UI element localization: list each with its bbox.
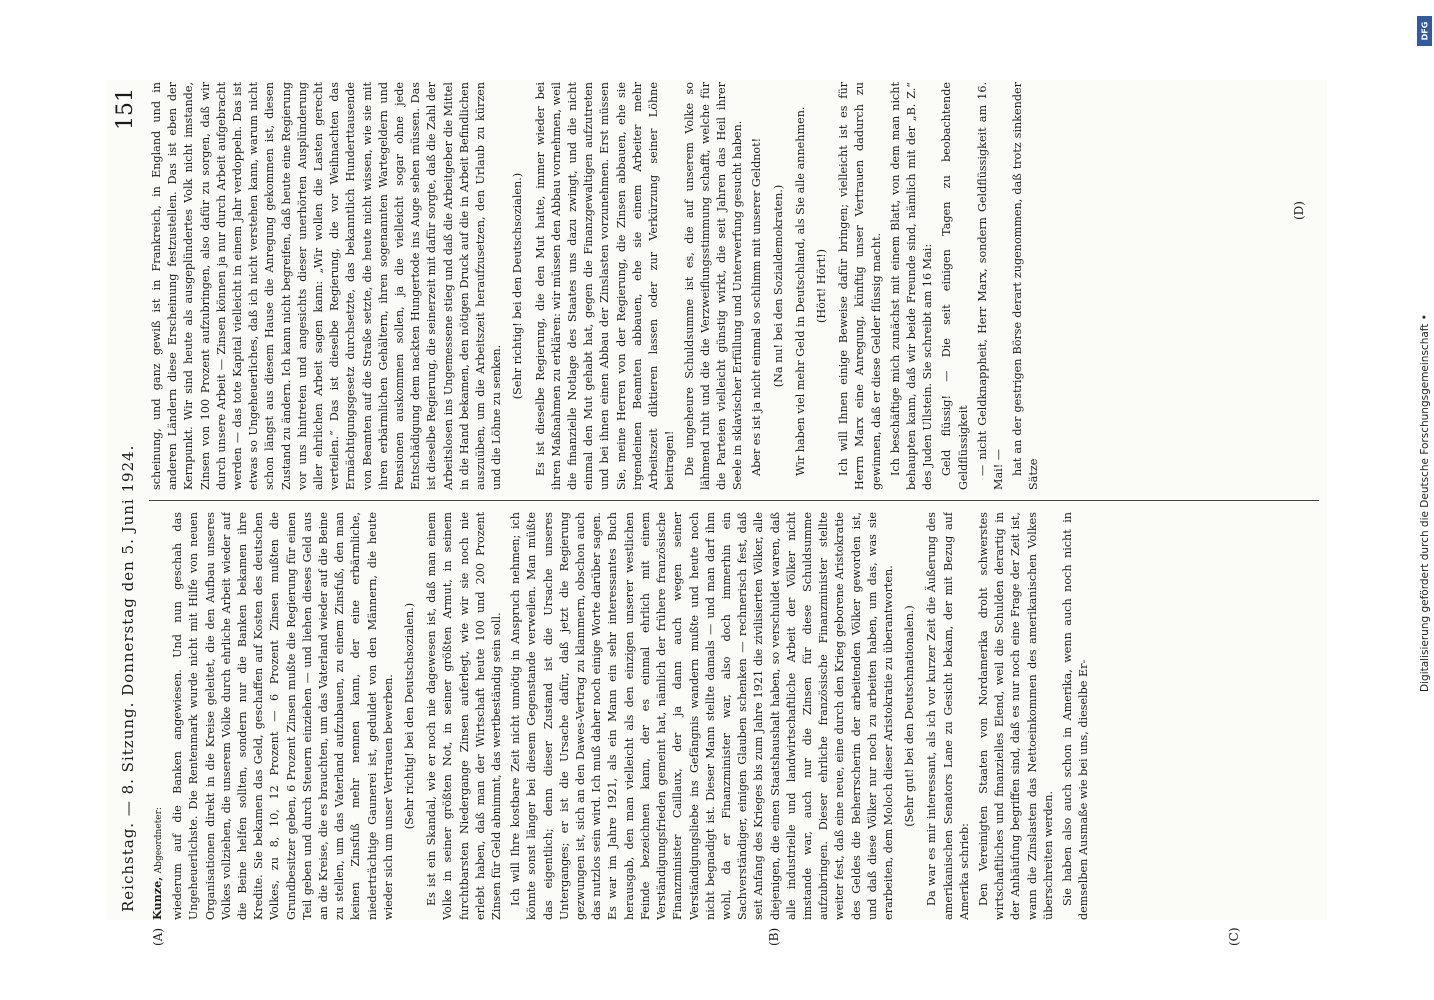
paragraph: Ich will Ihnen einige Beweise dafür bringen; vielleicht ist es für Herrn Marx eine Anregung, künftig unser Vertrauen dadurch zu gewinnen, daß er diese Gelder flüssig macht. bbox=[837, 82, 883, 490]
running-title: Reichstag. — 8. Sitzung. Donnerstag den 5. Juni 1924. bbox=[119, 444, 137, 912]
right-column bbox=[149, 82, 1319, 490]
page-number: 151 bbox=[113, 88, 138, 130]
paragraph: — nicht Geldknappheit, Herr Marx, sondern Geldflüssigkeit am 16. Mai! — bbox=[975, 82, 1005, 490]
quotation: Den Vereinigten Staaten von Nordamerika droht schwerstes wirtschaftliches und finanzielles Elend, weil die Schulden derartig in der Anhäufung begriffen sind, daß es nur noch eine Frage der Zeit ist, wann die Zinslasten das Nettoeinkommen des amerikanischen Volkes überschreiten werden. bbox=[976, 512, 1055, 920]
paragraph: scheinung, und ganz gewiß ist in Frankreich, in England und in anderen Ländern diese Erscheinung festzustellen. Das ist eben der Kernpunkt. Wir sind heute als ausgeplündertes Volk nicht imstande, Zinsen von 100 Prozent aufzubringen, also dafür zu sorgen, daß wir durch unsere Arbeit — Zinsen können ja nur durch Arbeit aufgebracht werden — das tote Kapital vielleicht in einem Jahr verdoppeln. Das ist etwas so Ungeheuerliches, daß ich nicht verstehen kann, warum nicht schon längst aus diesem Hause die Anregung gekommen ist, diesen Zustand zu ändern. Ich kann nicht begreifen, daß heute eine Regierung vor uns hintreten und angesichts dieser unerhörten Ausplünderung aller ehrlichen Arbeit sagen kann: „Wir wollen die Lasten gerecht verteilen.“ Das ist dieselbe Regierung, die vor Weihnachten das Ermächtigungsgesetz durchsetzte, das bekanntlich Hunderttausende von Beamten auf die Straße setzte, die heute nicht wissen, wie sie mit ihren erbärmlichen Gehältern, ihren sogenannten Wartegeldern und Pensionen auskommen sollen, ja die vielleicht sogar ohne jede Entschädigung dem nackten Hungertode ins Auge sehen müssen. Das ist dieselbe Regierung, die seinerzeit mit dafür sorgte, daß die Zahl der Arbeitslosen ins Ungemessene stieg und daß die Arbeitgeber die Mittel in die Hand bekamen, den nötigen Druck auf die in Arbeit Befindlichen auszuüben, um die Arbeitszeit heraufzusetzen, den Urlaub zu kürzen und die Löhne zu senken. bbox=[150, 82, 504, 490]
speaker-name: Kunze, bbox=[150, 876, 164, 920]
section-mark-b: (B) bbox=[767, 927, 781, 946]
paragraph: Ich beschäftige mich zunächst mit einem Blatt, von dem man nicht behaupten kann, daß wir beide Freunde sind, nämlich mit der „B. Z.“ des Juden Ullstein. Sie schreibt am 16 Mai: bbox=[888, 82, 935, 490]
rotated-document-page bbox=[107, 80, 1327, 946]
left-column bbox=[149, 512, 1319, 920]
paragraph: Sie haben also auch schon in Amerika, wenn auch noch nicht in demselben Ausmaße wie bei uns, dieselbe Er- bbox=[1060, 512, 1091, 920]
interjection: (Sehr richtig! bei den Deutschsozialen.) bbox=[511, 172, 525, 400]
paragraph: wiederum auf die Banken angewiesen. Und nun geschah das Ungeheuerlichste. Die Rentenmark wurde nicht mit Hilfe von neuen Organisationen direkt in die Kreise geleitet, die den Aufbau unseres Volkes vollziehen, die unserem Volke durch ehrliche Arbeit wieder auf die Beine helfen sollten, sondern nur die Banken bekamen ihre Kredite. Sie bekamen das Geld, geschaffen auf Kosten des deutschen Volkes, zu 8, 10, 12 Prozent — 6 Prozent Zinsen mußten die Grundbesitzer geben, 6 Prozent Zinsen mußte die Regierung für einen Teil geben und durch Steuern einziehen — und liehen dieses Geld aus an die Kreise, die es brauchten, um das Vaterland wieder auf die Beine zu stellen, um das Vaterland aufzubauen, zu einem Zinsfuß, den man keinen Zinsfuß mehr nennen kann, der eine erbärmliche, niederträchtige Gaunerei ist, geduldet von den Männern, die heute wieder sich um unser Vertrauen bewerben. bbox=[171, 512, 395, 920]
interjection: (Na nu! bei den Sozialdemokraten.) bbox=[771, 184, 785, 388]
quotation: Geld flüssig! — Die seit einigen Tagen zu beobachtende Geldflüssigkeit bbox=[940, 82, 970, 490]
paragraph: Die ungeheure Schuldsumme ist es, die auf unserem Volke so lähmend ruht und die die Verzweiflungsstimmung schafft, welche für die Parteien vielleicht günstig wirkt, die seit Jahren das Heil ihrer Seele in sklavischer Erfüllung und Unterwerfung gesucht haben. bbox=[682, 82, 745, 490]
paragraph: Es ist ein Skandal, wie er noch nie dagewesen ist, daß man einem Volke in seiner größten Not, in seiner größten Armut, in seinem furchtbarsten Niedergange Zinsen auferlegt, wie wir sie noch nie erlebt haben, daß man der Wirtschaft heute 100 und 200 Prozent Zinsen für Geld abnimmt, das wertbeständig sein soll. bbox=[425, 512, 504, 920]
quotation: hat an der gestrigen Börse derart zugenommen, daß trotz sinkender Sätze bbox=[1011, 82, 1041, 490]
paragraph: Aber es ist ja nicht einmal so schlimm mit unserer Geldnot! bbox=[750, 137, 764, 476]
page-header bbox=[107, 80, 147, 920]
speaker-line bbox=[149, 512, 167, 920]
interjection: (Hört! Hört!) bbox=[814, 249, 828, 323]
dfg-watermark bbox=[1416, 8, 1434, 998]
paragraph: Wir haben viel mehr Geld in Deutschland, als Sie alle annehmen. bbox=[793, 106, 807, 476]
speaker-role: Abgeordneter: bbox=[154, 807, 164, 874]
section-mark-a: (A) bbox=[151, 927, 165, 946]
digitization-credit: Digitalisierung gefördert durch die Deutsche Forschungsgemeinschaft • bbox=[1419, 314, 1431, 692]
interjection: (Sehr gut! bei den Deutschnationalen.) bbox=[903, 605, 917, 827]
dfg-logo: DFG bbox=[1417, 16, 1432, 46]
paragraph: Da war es mir interessant, als ich vor kurzer Zeit die Äußerung des amerikanischen Senators Lane zu Gesicht bekam, der mit Bezug auf Amerika schrieb: bbox=[925, 512, 971, 920]
paragraph: Ich will Ihre kostbare Zeit nicht unnötig in Anspruch nehmen; ich könnte sonst länger bei diesem Gegenstande verweilen. Man müßte das eigentlich; denn dieser Zustand ist die Ursache unseres Unterganges; er ist die Ursache dafür, daß jetzt die Regierung gezwungen ist, sich an den Dawes-Vertrag zu klammern, obschon auch das nutzlos sein wird. Ich muß daher noch einige Worte darüber sagen. Es war im Jahre 1921, als ein Mann ein sehr interessantes Buch herausgab, den man vielleicht als den einzigen unserer westlichen Feinde bezeichnen kann, der es einmal ehrlich mit einem Verständigungsfrieden gemeint hat, nämlich der frühere französische Finanzminister Caillaux, der ja dann auch wegen seiner Verständigungsliebe ins Gefängnis wandern mußte und heute noch nicht begnadigt ist. Dieser Mann stellte damals — und man darf ihm wohl, da er Finanzminister war, also doch immerhin ein Sachverständiger, einigen Glauben schenken — rechnerisch fest, daß seit Anfang des Krieges bis zum Jahre 1921 die zivilisierten Völker, alle diejenigen, die einen Staatshaushalt haben, so verschuldet waren, daß alle industrielle und landwirtschaftliche Arbeit der Völker nicht imstande war, auch nur die Zinsen für diese Schuldsumme aufzubringen. Dieser ehrliche französische Finanzminister stellte weiter fest, daß eine neue, eine durch den Krieg geborene Aristokratie des Geldes die Beherrscherin der arbeitenden Völker geworden ist, und daß diese Völker nur noch zu arbeiten haben, um das, was sie erarbeiten, dem Moloch dieser Aristokratie zu überantworten. bbox=[509, 512, 895, 920]
paragraph: Es ist dieselbe Regierung, die den Mut hatte, immer wieder bei ihren Maßnahmen zu erklären: wir müssen den Abbau vornehmen, weil die finanzielle Notlage des Staates uns dazu zwingt, und die nicht einmal den Mut gehabt hat, gegen die Finanzgewaltigen aufzutreten und bei ihnen einen Abbau der Zinslasten vorzunehmen. Erst müssen Sie, meine Herren von der Regierung, die Zinsen abbauen, ehe sie irgendeinen Beamten abbauen, ehe sie einem Arbeiter mehr Arbeitszeit diktieren lassen oder zur Verkürzung seiner Löhne beitragen! bbox=[533, 82, 677, 490]
interjection: (Sehr richtig! bei den Deutschsozialen.) bbox=[403, 602, 417, 830]
column-divider bbox=[149, 500, 1319, 501]
section-mark-c: (C) bbox=[1227, 927, 1241, 946]
section-mark-d: (D) bbox=[1292, 201, 1306, 220]
